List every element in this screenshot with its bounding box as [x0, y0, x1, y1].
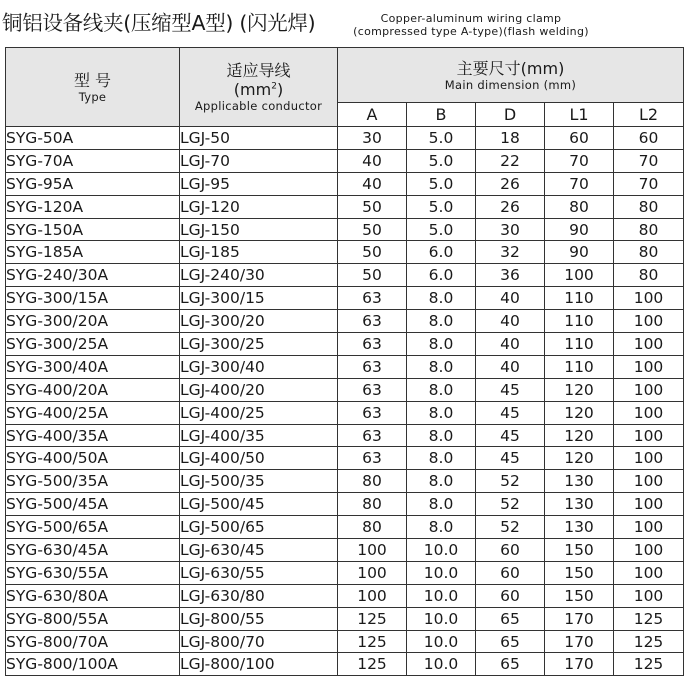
header-dimension	[338, 48, 684, 103]
table-row	[6, 401, 684, 424]
dim-d-cell: 18	[476, 127, 545, 150]
dim-l1-cell: 90	[545, 241, 614, 264]
spec-table	[5, 47, 684, 676]
header-conductor-en: Applicable conductor	[194, 99, 323, 113]
dim-d-cell: 40	[476, 287, 545, 310]
conductor-cell: LGJ-50	[180, 127, 338, 150]
dim-l1-cell: 130	[545, 516, 614, 539]
dim-b-cell: 5.0	[407, 195, 476, 218]
header-dimension-en: Main dimension (mm)	[444, 77, 577, 92]
header-conductor	[180, 48, 338, 127]
dim-b-cell: 8.0	[407, 401, 476, 424]
table-row	[6, 218, 684, 241]
dim-b-cell: 8.0	[407, 287, 476, 310]
dim-b-cell: 5.0	[407, 127, 476, 150]
dim-b-cell: 5.0	[407, 149, 476, 172]
dim-d-cell: 40	[476, 355, 545, 378]
dim-b-cell: 6.0	[407, 264, 476, 287]
conductor-cell: LGJ-150	[180, 218, 338, 241]
dim-l1-cell: 120	[545, 424, 614, 447]
dim-l1-cell: 150	[545, 539, 614, 562]
dim-l2-cell: 100	[614, 355, 684, 378]
dim-d-cell: 45	[476, 424, 545, 447]
dim-l1-cell: 170	[545, 607, 614, 630]
dim-l1-cell: 100	[545, 264, 614, 287]
dim-d-cell: 45	[476, 378, 545, 401]
dim-l1-cell: 110	[545, 287, 614, 310]
conductor-cell: LGJ-800/100	[180, 653, 338, 676]
dim-l1-cell: 170	[545, 630, 614, 653]
dim-l1-cell: 110	[545, 355, 614, 378]
dim-l1-cell: 70	[545, 172, 614, 195]
dim-b-cell: 10.0	[407, 607, 476, 630]
dim-a-cell: 30	[338, 127, 407, 150]
title-english-line-2: (compressed type A-type)(flash welding)	[353, 25, 589, 38]
conductor-cell: LGJ-800/70	[180, 630, 338, 653]
table-row	[6, 172, 684, 195]
dim-l1-cell: 90	[545, 218, 614, 241]
dim-d-cell: 22	[476, 149, 545, 172]
dim-d-cell: 26	[476, 172, 545, 195]
dim-d-cell: 60	[476, 539, 545, 562]
dim-l1-cell: 110	[545, 310, 614, 333]
dim-d-cell: 65	[476, 630, 545, 653]
table-row	[6, 310, 684, 333]
header-type-en: Type	[78, 89, 107, 104]
dim-l2-cell: 100	[614, 493, 684, 516]
dim-a-cell: 80	[338, 470, 407, 493]
conductor-cell: LGJ-400/35	[180, 424, 338, 447]
dim-l2-cell: 70	[614, 149, 684, 172]
conductor-cell: LGJ-300/25	[180, 333, 338, 356]
dim-l2-cell: 100	[614, 516, 684, 539]
table-row	[6, 516, 684, 539]
table-row	[6, 493, 684, 516]
conductor-cell: LGJ-300/20	[180, 310, 338, 333]
dim-d-cell: 65	[476, 607, 545, 630]
dim-a-cell: 80	[338, 516, 407, 539]
type-cell: SYG-400/50A	[6, 447, 180, 470]
table-row	[6, 447, 684, 470]
type-cell: SYG-185A	[6, 241, 180, 264]
dim-l2-cell: 100	[614, 333, 684, 356]
dim-b-cell: 8.0	[407, 493, 476, 516]
conductor-cell: LGJ-500/35	[180, 470, 338, 493]
dim-b-cell: 10.0	[407, 539, 476, 562]
dim-b-cell: 10.0	[407, 561, 476, 584]
dim-a-cell: 100	[338, 561, 407, 584]
type-cell: SYG-800/55A	[6, 607, 180, 630]
dim-l1-cell: 150	[545, 584, 614, 607]
dim-d-cell: 45	[476, 401, 545, 424]
conductor-cell: LGJ-240/30	[180, 264, 338, 287]
table-row	[6, 561, 684, 584]
dim-d-cell: 52	[476, 470, 545, 493]
dim-b-cell: 8.0	[407, 310, 476, 333]
dim-b-cell: 5.0	[407, 218, 476, 241]
conductor-cell: LGJ-630/80	[180, 584, 338, 607]
type-cell: SYG-240/30A	[6, 264, 180, 287]
dim-d-cell: 52	[476, 493, 545, 516]
dim-d-cell: 30	[476, 218, 545, 241]
dim-d-cell: 45	[476, 447, 545, 470]
table-row	[6, 127, 684, 150]
dim-a-cell: 125	[338, 653, 407, 676]
header-conductor-zh: 适应导线	[226, 61, 291, 80]
table-row	[6, 355, 684, 378]
title-english-line-1: Copper-aluminum wiring clamp	[380, 12, 562, 25]
type-cell: SYG-500/65A	[6, 516, 180, 539]
dim-l1-cell: 130	[545, 493, 614, 516]
dim-a-cell: 50	[338, 195, 407, 218]
dim-l1-cell: 70	[545, 149, 614, 172]
dim-b-cell: 8.0	[407, 378, 476, 401]
table-row	[6, 539, 684, 562]
table-row	[6, 470, 684, 493]
conductor-cell: LGJ-400/50	[180, 447, 338, 470]
dim-a-cell: 50	[338, 264, 407, 287]
dim-b-cell: 8.0	[407, 447, 476, 470]
dim-a-cell: 63	[338, 401, 407, 424]
table-row	[6, 378, 684, 401]
title-english	[336, 12, 606, 38]
dim-l2-cell: 60	[614, 127, 684, 150]
dim-b-cell: 5.0	[407, 172, 476, 195]
type-cell: SYG-500/45A	[6, 493, 180, 516]
dim-b-cell: 8.0	[407, 333, 476, 356]
conductor-cell: LGJ-630/55	[180, 561, 338, 584]
dim-a-cell: 50	[338, 218, 407, 241]
dim-l2-cell: 100	[614, 424, 684, 447]
type-cell: SYG-300/20A	[6, 310, 180, 333]
dim-d-cell: 60	[476, 561, 545, 584]
dim-a-cell: 100	[338, 539, 407, 562]
header-col-d: D	[476, 103, 545, 127]
dim-d-cell: 52	[476, 516, 545, 539]
conductor-cell: LGJ-300/40	[180, 355, 338, 378]
dim-a-cell: 80	[338, 493, 407, 516]
conductor-cell: LGJ-500/65	[180, 516, 338, 539]
dim-a-cell: 63	[338, 287, 407, 310]
dim-l2-cell: 70	[614, 172, 684, 195]
type-cell: SYG-630/45A	[6, 539, 180, 562]
unit-close: )	[276, 80, 284, 99]
dim-l2-cell: 100	[614, 401, 684, 424]
header-col-b: B	[407, 103, 476, 127]
dim-d-cell: 40	[476, 310, 545, 333]
dim-l2-cell: 100	[614, 378, 684, 401]
type-cell: SYG-300/40A	[6, 355, 180, 378]
conductor-cell: LGJ-500/45	[180, 493, 338, 516]
title-chinese: 铜铝设备线夹(压缩型A型) (闪光焊)	[2, 11, 316, 35]
dim-b-cell: 8.0	[407, 355, 476, 378]
type-cell: SYG-400/25A	[6, 401, 180, 424]
dim-b-cell: 8.0	[407, 516, 476, 539]
dim-a-cell: 63	[338, 333, 407, 356]
dim-b-cell: 8.0	[407, 470, 476, 493]
dim-a-cell: 63	[338, 424, 407, 447]
type-cell: SYG-800/100A	[6, 653, 180, 676]
conductor-cell: LGJ-70	[180, 149, 338, 172]
type-cell: SYG-70A	[6, 149, 180, 172]
dim-a-cell: 125	[338, 630, 407, 653]
dim-d-cell: 26	[476, 195, 545, 218]
type-cell: SYG-400/35A	[6, 424, 180, 447]
type-cell: SYG-300/15A	[6, 287, 180, 310]
conductor-cell: LGJ-120	[180, 195, 338, 218]
type-cell: SYG-95A	[6, 172, 180, 195]
dim-d-cell: 65	[476, 653, 545, 676]
dim-l1-cell: 170	[545, 653, 614, 676]
header-type-zh: 型 号	[73, 70, 112, 90]
dim-d-cell: 40	[476, 333, 545, 356]
table-row	[6, 333, 684, 356]
dim-l2-cell: 80	[614, 264, 684, 287]
dim-l2-cell: 100	[614, 287, 684, 310]
dim-l2-cell: 100	[614, 470, 684, 493]
type-cell: SYG-400/20A	[6, 378, 180, 401]
dim-a-cell: 50	[338, 241, 407, 264]
table-row	[6, 287, 684, 310]
header-col-l2: L2	[614, 103, 684, 127]
header-col-l1: L1	[545, 103, 614, 127]
table-row	[6, 195, 684, 218]
dim-l2-cell: 125	[614, 653, 684, 676]
dim-l2-cell: 100	[614, 447, 684, 470]
dim-l1-cell: 150	[545, 561, 614, 584]
dim-l2-cell: 100	[614, 310, 684, 333]
dim-a-cell: 125	[338, 607, 407, 630]
conductor-cell: LGJ-185	[180, 241, 338, 264]
table-row	[6, 653, 684, 676]
type-cell: SYG-630/80A	[6, 584, 180, 607]
dim-b-cell: 8.0	[407, 424, 476, 447]
dim-l1-cell: 120	[545, 447, 614, 470]
dim-l2-cell: 125	[614, 607, 684, 630]
table-row	[6, 584, 684, 607]
conductor-cell: LGJ-95	[180, 172, 338, 195]
table-row	[6, 630, 684, 653]
type-cell: SYG-120A	[6, 195, 180, 218]
table-row	[6, 424, 684, 447]
dim-d-cell: 32	[476, 241, 545, 264]
dim-b-cell: 10.0	[407, 630, 476, 653]
type-cell: SYG-300/25A	[6, 333, 180, 356]
dim-a-cell: 63	[338, 310, 407, 333]
dim-l2-cell: 80	[614, 218, 684, 241]
dim-l1-cell: 120	[545, 378, 614, 401]
dim-l2-cell: 100	[614, 561, 684, 584]
dim-l1-cell: 120	[545, 401, 614, 424]
unit-base: (mm	[233, 80, 272, 99]
conductor-cell: LGJ-400/25	[180, 401, 338, 424]
dim-d-cell: 60	[476, 584, 545, 607]
dim-a-cell: 63	[338, 355, 407, 378]
dim-a-cell: 40	[338, 149, 407, 172]
dim-b-cell: 10.0	[407, 653, 476, 676]
dim-l1-cell: 60	[545, 127, 614, 150]
dim-l1-cell: 130	[545, 470, 614, 493]
dim-l2-cell: 100	[614, 539, 684, 562]
table-body	[6, 127, 684, 676]
dim-b-cell: 6.0	[407, 241, 476, 264]
dim-l2-cell: 80	[614, 241, 684, 264]
table-row	[6, 241, 684, 264]
conductor-cell: LGJ-800/55	[180, 607, 338, 630]
type-cell: SYG-50A	[6, 127, 180, 150]
header-dimension-zh: 主要尺寸(mm)	[456, 58, 565, 78]
header-col-a: A	[338, 103, 407, 127]
table-row	[6, 264, 684, 287]
dim-a-cell: 63	[338, 447, 407, 470]
dim-l1-cell: 110	[545, 333, 614, 356]
header-type	[6, 48, 180, 127]
type-cell: SYG-150A	[6, 218, 180, 241]
conductor-cell: LGJ-300/15	[180, 287, 338, 310]
dim-l2-cell: 80	[614, 195, 684, 218]
dim-d-cell: 36	[476, 264, 545, 287]
table-row	[6, 607, 684, 630]
dim-l1-cell: 80	[545, 195, 614, 218]
dim-a-cell: 63	[338, 378, 407, 401]
table-row	[6, 149, 684, 172]
dim-l2-cell: 125	[614, 630, 684, 653]
dim-a-cell: 40	[338, 172, 407, 195]
conductor-cell: LGJ-400/20	[180, 378, 338, 401]
dim-b-cell: 10.0	[407, 584, 476, 607]
conductor-cell: LGJ-630/45	[180, 539, 338, 562]
type-cell: SYG-630/55A	[6, 561, 180, 584]
unit-superscript: 2	[271, 81, 277, 92]
type-cell: SYG-500/35A	[6, 470, 180, 493]
dim-a-cell: 100	[338, 584, 407, 607]
type-cell: SYG-800/70A	[6, 630, 180, 653]
header-conductor-unit	[180, 80, 337, 99]
dim-l2-cell: 100	[614, 584, 684, 607]
